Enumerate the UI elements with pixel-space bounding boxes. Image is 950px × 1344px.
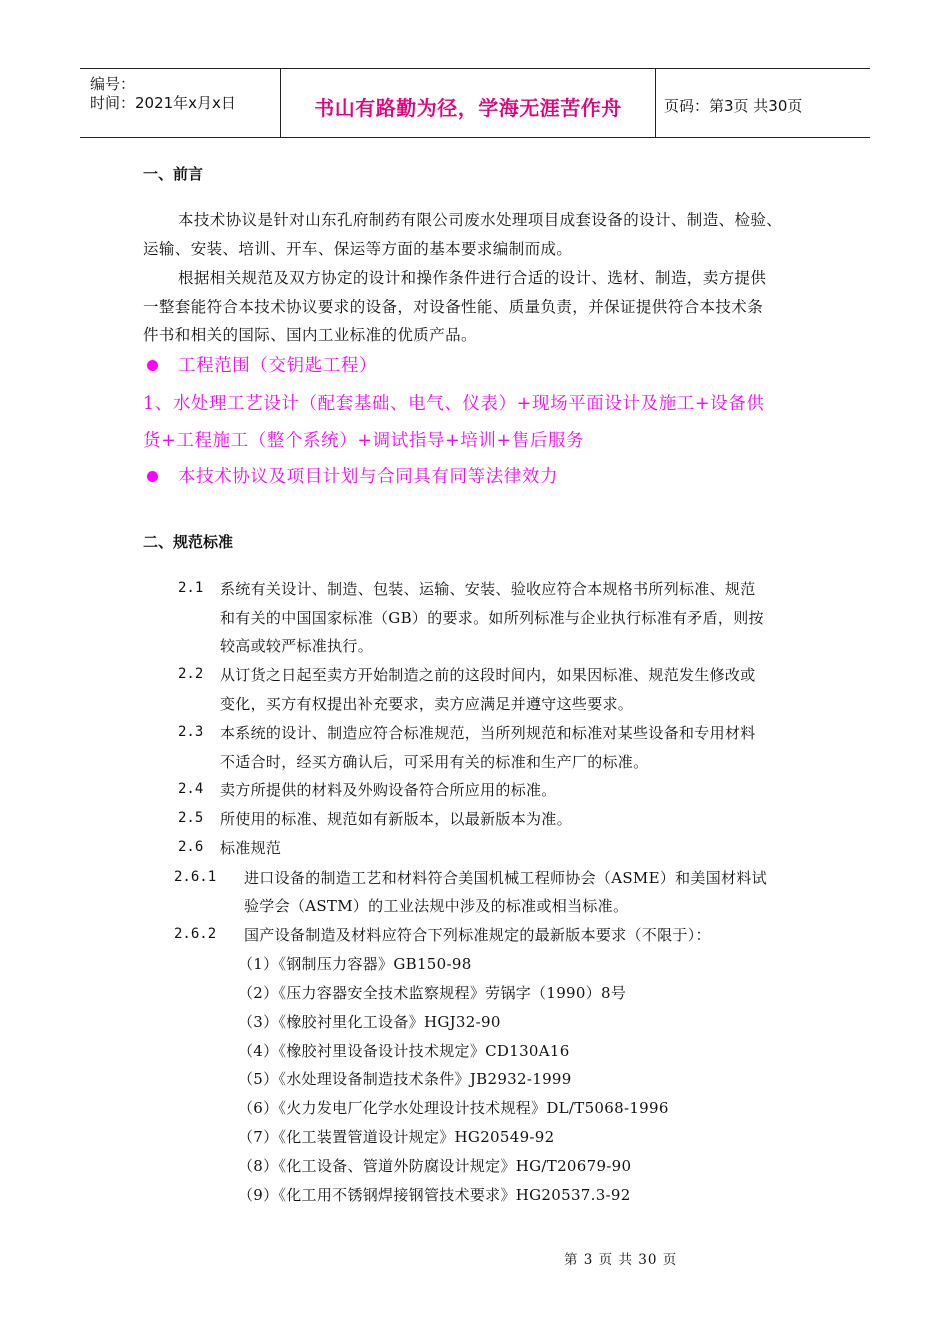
scope-bullet-title: 工程范围（交钥匙工程） <box>178 356 378 376</box>
standard-list-item: （9）《化工用不锈钢焊接钢管技术要求》HG20537.3-92 <box>238 1186 631 1204</box>
header-page-label: 页码：第3页 共30页 <box>664 97 803 115</box>
clause-line: 较高或较严标准执行。 <box>220 637 374 655</box>
paragraph-line: 运输、安装、培训、开车、保运等方面的基本要求编制而成。 <box>143 240 573 258</box>
page-footer: 第 3 页 共 30 页 <box>564 1252 678 1268</box>
standard-list-item: （4）《橡胶衬里设备设计技术规定》CD130A16 <box>238 1042 570 1060</box>
clause-line: 不适合时，经买方确认后，可采用有关的标准和生产厂的标准。 <box>220 753 649 771</box>
paragraph-line: 根据相关规范及双方协定的设计和操作条件进行合适的设计、选材、制造，卖方提供 <box>178 269 767 287</box>
clause-line: 卖方所提供的材料及外购设备符合所应用的标准。 <box>220 781 557 799</box>
header-meta-cell <box>80 69 280 137</box>
scope-line: 货+工程施工（整个系统）+调试指导+培训+售后服务 <box>143 431 585 451</box>
standard-list-item: （2）《压力容器安全技术监察规程》劳锅字（1990）8号 <box>238 984 627 1002</box>
section-2-title: 二、规范标准 <box>143 533 234 551</box>
subclause-number: 2.6.2 <box>174 926 217 942</box>
standard-list-item: （3）《橡胶衬里化工设备》HGJ32-90 <box>238 1013 501 1031</box>
paragraph-line: 一整套能符合本技术协议要求的设备，对设备性能、质量负责，并保证提供符合本技术条 <box>143 298 764 316</box>
header-motto-cell <box>280 69 656 137</box>
paragraph-line: 件书和相关的国际、国内工业标准的优质产品。 <box>143 326 477 344</box>
clause-number: 2.3 <box>178 724 204 740</box>
clause-line: 变化，买方有权提出补充要求，卖方应满足并遵守这些要求。 <box>220 695 634 713</box>
clause-number: 2.2 <box>178 666 204 682</box>
clause-line: 标准规范 <box>220 839 282 857</box>
subclause-number: 2.6.1 <box>174 869 217 885</box>
clause-line: 系统有关设计、制造、包装、运输、安装、验收应符合本规格书所列标准、规范 <box>220 580 756 598</box>
standard-list-item: （1）《钢制压力容器》GB150-98 <box>238 955 472 973</box>
header-page-cell <box>656 69 870 137</box>
legal-effect-note: 本技术协议及项目计划与合同具有同等法律效力 <box>178 467 559 487</box>
document-time-label: 时间：2021年x月x日 <box>90 94 236 112</box>
document-number-label: 编号： <box>90 75 136 93</box>
subclause-line: 进口设备的制造工艺和材料符合美国机械工程师协会（ASME）和美国材料试 <box>244 869 767 887</box>
clause-line: 本系统的设计、制造应符合标准规范，当所列规范和标准对某些设备和专用材料 <box>220 724 756 742</box>
clause-number: 2.5 <box>178 810 204 826</box>
scope-line: 1、水处理工艺设计（配套基础、电气、仪表）+现场平面设计及施工+设备供 <box>143 394 765 414</box>
header-motto: 书山有路勤为径，学海无涯苦作舟 <box>314 96 622 120</box>
bullet-icon <box>147 360 158 371</box>
subclause-line: 验学会（ASTM）的工业法规中涉及的标准或相当标准。 <box>244 897 629 915</box>
standard-list-item: （8）《化工设备、管道外防腐设计规定》HG/T20679-90 <box>238 1157 632 1175</box>
standard-list-item: （5）《水处理设备制造技术条件》JB2932-1999 <box>238 1070 572 1088</box>
clause-number: 2.4 <box>178 781 204 797</box>
section-1-title: 一、前言 <box>143 165 204 183</box>
clause-line: 和有关的中国国家标准（GB）的要求。如所列标准与企业执行标准有矛盾，则按 <box>220 609 764 627</box>
clause-line: 从订货之日起至卖方开始制造之前的这段时间内，如果因标准、规范发生修改或 <box>220 666 756 684</box>
subclause-line: 国产设备制造及材料应符合下列标准规定的最新版本要求（不限于）： <box>244 926 711 944</box>
clause-number: 2.1 <box>178 580 204 596</box>
paragraph-line: 本技术协议是针对山东孔府制药有限公司废水处理项目成套设备的设计、制造、检验、 <box>178 211 783 229</box>
page-header <box>80 68 870 138</box>
bullet-icon <box>147 471 158 482</box>
clause-line: 所使用的标准、规范如有新版本，以最新版本为准。 <box>220 810 572 828</box>
standard-list-item: （7）《化工装置管道设计规定》HG20549-92 <box>238 1128 555 1146</box>
clause-number: 2.6 <box>178 839 204 855</box>
standard-list-item: （6）《火力发电厂化学水处理设计技术规程》DL/T5068-1996 <box>238 1099 669 1117</box>
